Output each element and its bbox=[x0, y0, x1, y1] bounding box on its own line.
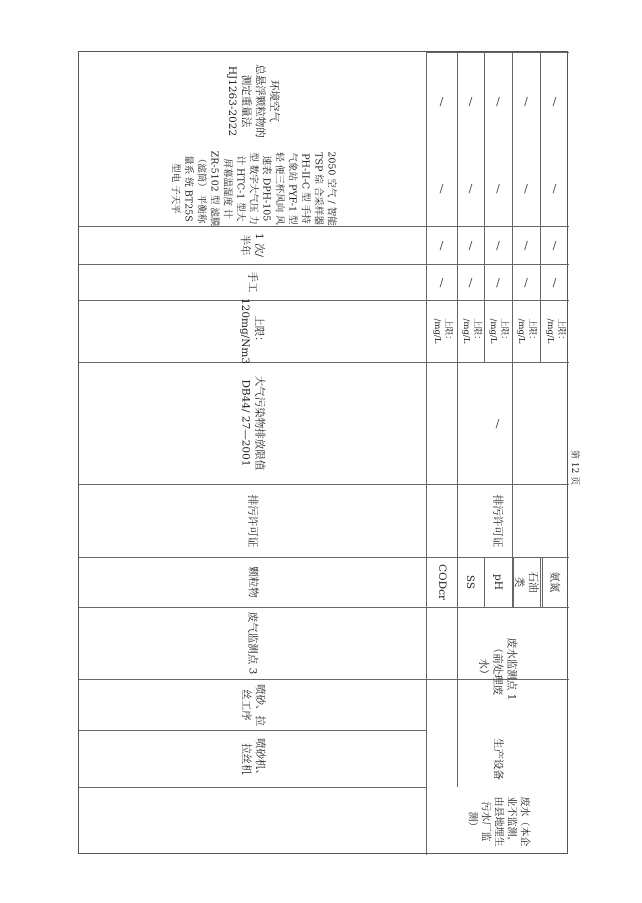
s2-dash-freq-3: / bbox=[496, 238, 500, 252]
s2-pollutant-5: 氨氮 bbox=[548, 571, 561, 593]
s2-limit-5: 上限： /mg/L bbox=[544, 318, 566, 344]
s2-standard-cell bbox=[426, 362, 569, 484]
s1-process-cell bbox=[79, 679, 426, 730]
s2-limit-1: 上限： /mg/L bbox=[431, 318, 453, 344]
s1-process: 喷砂、拉 丝工序 bbox=[239, 683, 266, 726]
s2-pollutant-4: 石油类 bbox=[513, 571, 539, 593]
s2-dash-mode-5: / bbox=[552, 275, 557, 289]
s2-dash-inst-4: / bbox=[524, 181, 528, 195]
s1-frequency-cell bbox=[79, 226, 426, 264]
s2-dash-method-4: / bbox=[524, 94, 528, 108]
s2-point: 废水监测点 1 （前处理废 水） bbox=[477, 637, 518, 700]
s1-point: 废气监测点 3 bbox=[246, 611, 259, 675]
s2-source-cell bbox=[426, 730, 569, 787]
s2-dash-method-5: / bbox=[552, 94, 557, 108]
page-number: 第 12 页 bbox=[569, 450, 579, 486]
monitoring-table bbox=[78, 51, 568, 854]
s2-dash-inst-2: / bbox=[468, 181, 473, 195]
s1-instruments: 2050 空气 / 智能 TSP 综 合采样器 PH-II-C 型 手持气象站 PYF-1 型轻 便三杯风向 风速表 DPH-105 型 数字大气压 力计 HTC-1 型大 屏幕温湿度 计 ZR-5102 型 滤膜（滤筒） 平衡称量系 统 BT25S 型电 子天平 bbox=[169, 150, 336, 226]
s2-basis: 排污许可证 bbox=[491, 494, 504, 547]
s2-pollutant-1: CODcr bbox=[435, 564, 448, 600]
s2-standard: / bbox=[495, 416, 500, 430]
s2-dash-inst-3: / bbox=[496, 181, 500, 195]
s2-source: 生产设备 bbox=[491, 737, 504, 780]
s2-pollutant-2: SS bbox=[464, 574, 477, 590]
s1-frequency: 1 次/ 半年 bbox=[239, 232, 266, 258]
s2-dash-mode-2: / bbox=[468, 275, 473, 289]
s1-instruments-cell bbox=[79, 150, 426, 226]
s2-dash-mode-3: / bbox=[496, 275, 500, 289]
s1-mode: 手工 bbox=[246, 271, 259, 293]
s2-dash-inst-1: / bbox=[439, 181, 444, 195]
s1-standard-cell bbox=[79, 362, 426, 484]
s2-dash-freq-4: / bbox=[524, 238, 528, 252]
s2-category: 废水（本企 业不监测， 由县地埋生 污水厂监 测） bbox=[466, 796, 529, 846]
s2-point-cell bbox=[426, 607, 569, 730]
s1-standard: 大气污染物排放限值 DB44/ 27—2001 bbox=[239, 375, 266, 471]
s2-dash-method-1: / bbox=[439, 94, 444, 108]
s1-pollutant-cell bbox=[79, 557, 426, 607]
s2-dash-mode-4: / bbox=[524, 275, 528, 289]
s2-limit-3: 上限： /mg/L bbox=[487, 318, 509, 344]
s2-limit-4: 上限： /mg/L bbox=[515, 318, 537, 344]
s1-source: 喷砂机、 拉丝机 bbox=[239, 737, 266, 780]
s1-basis-cell bbox=[79, 484, 426, 557]
s1-source-cell bbox=[79, 730, 426, 787]
s1-basis: 排污许可证 bbox=[246, 494, 259, 547]
s1-pollutant: 颗粒物 bbox=[246, 566, 259, 598]
s2-category-cell bbox=[426, 787, 569, 855]
s2-dash-freq-1: / bbox=[439, 238, 444, 252]
s1-point-cell bbox=[79, 607, 426, 679]
s1-method: 环境空气 总悬浮颗粒物的 测定重量法 HJ1263-2022 bbox=[225, 64, 280, 138]
s1-mode-cell bbox=[79, 264, 426, 300]
s1-limit: 上限： 120mg/Nm3 bbox=[239, 297, 266, 365]
s2-dash-freq-5: / bbox=[552, 238, 557, 252]
s2-dash-inst-5: / bbox=[552, 181, 557, 195]
s2-dash-freq-2: / bbox=[468, 238, 473, 252]
s2-basis-cell bbox=[426, 484, 569, 557]
s2-dash-method-2: / bbox=[468, 94, 473, 108]
s2-limit-2: 上限： /mg/L bbox=[460, 318, 482, 344]
s2-pollutant-3: pH bbox=[491, 574, 504, 590]
s1-limit-cell bbox=[79, 297, 426, 365]
s1-method-cell bbox=[79, 52, 426, 150]
s2-dash-method-3: / bbox=[496, 94, 500, 108]
s2-dash-mode-1: / bbox=[439, 275, 444, 289]
